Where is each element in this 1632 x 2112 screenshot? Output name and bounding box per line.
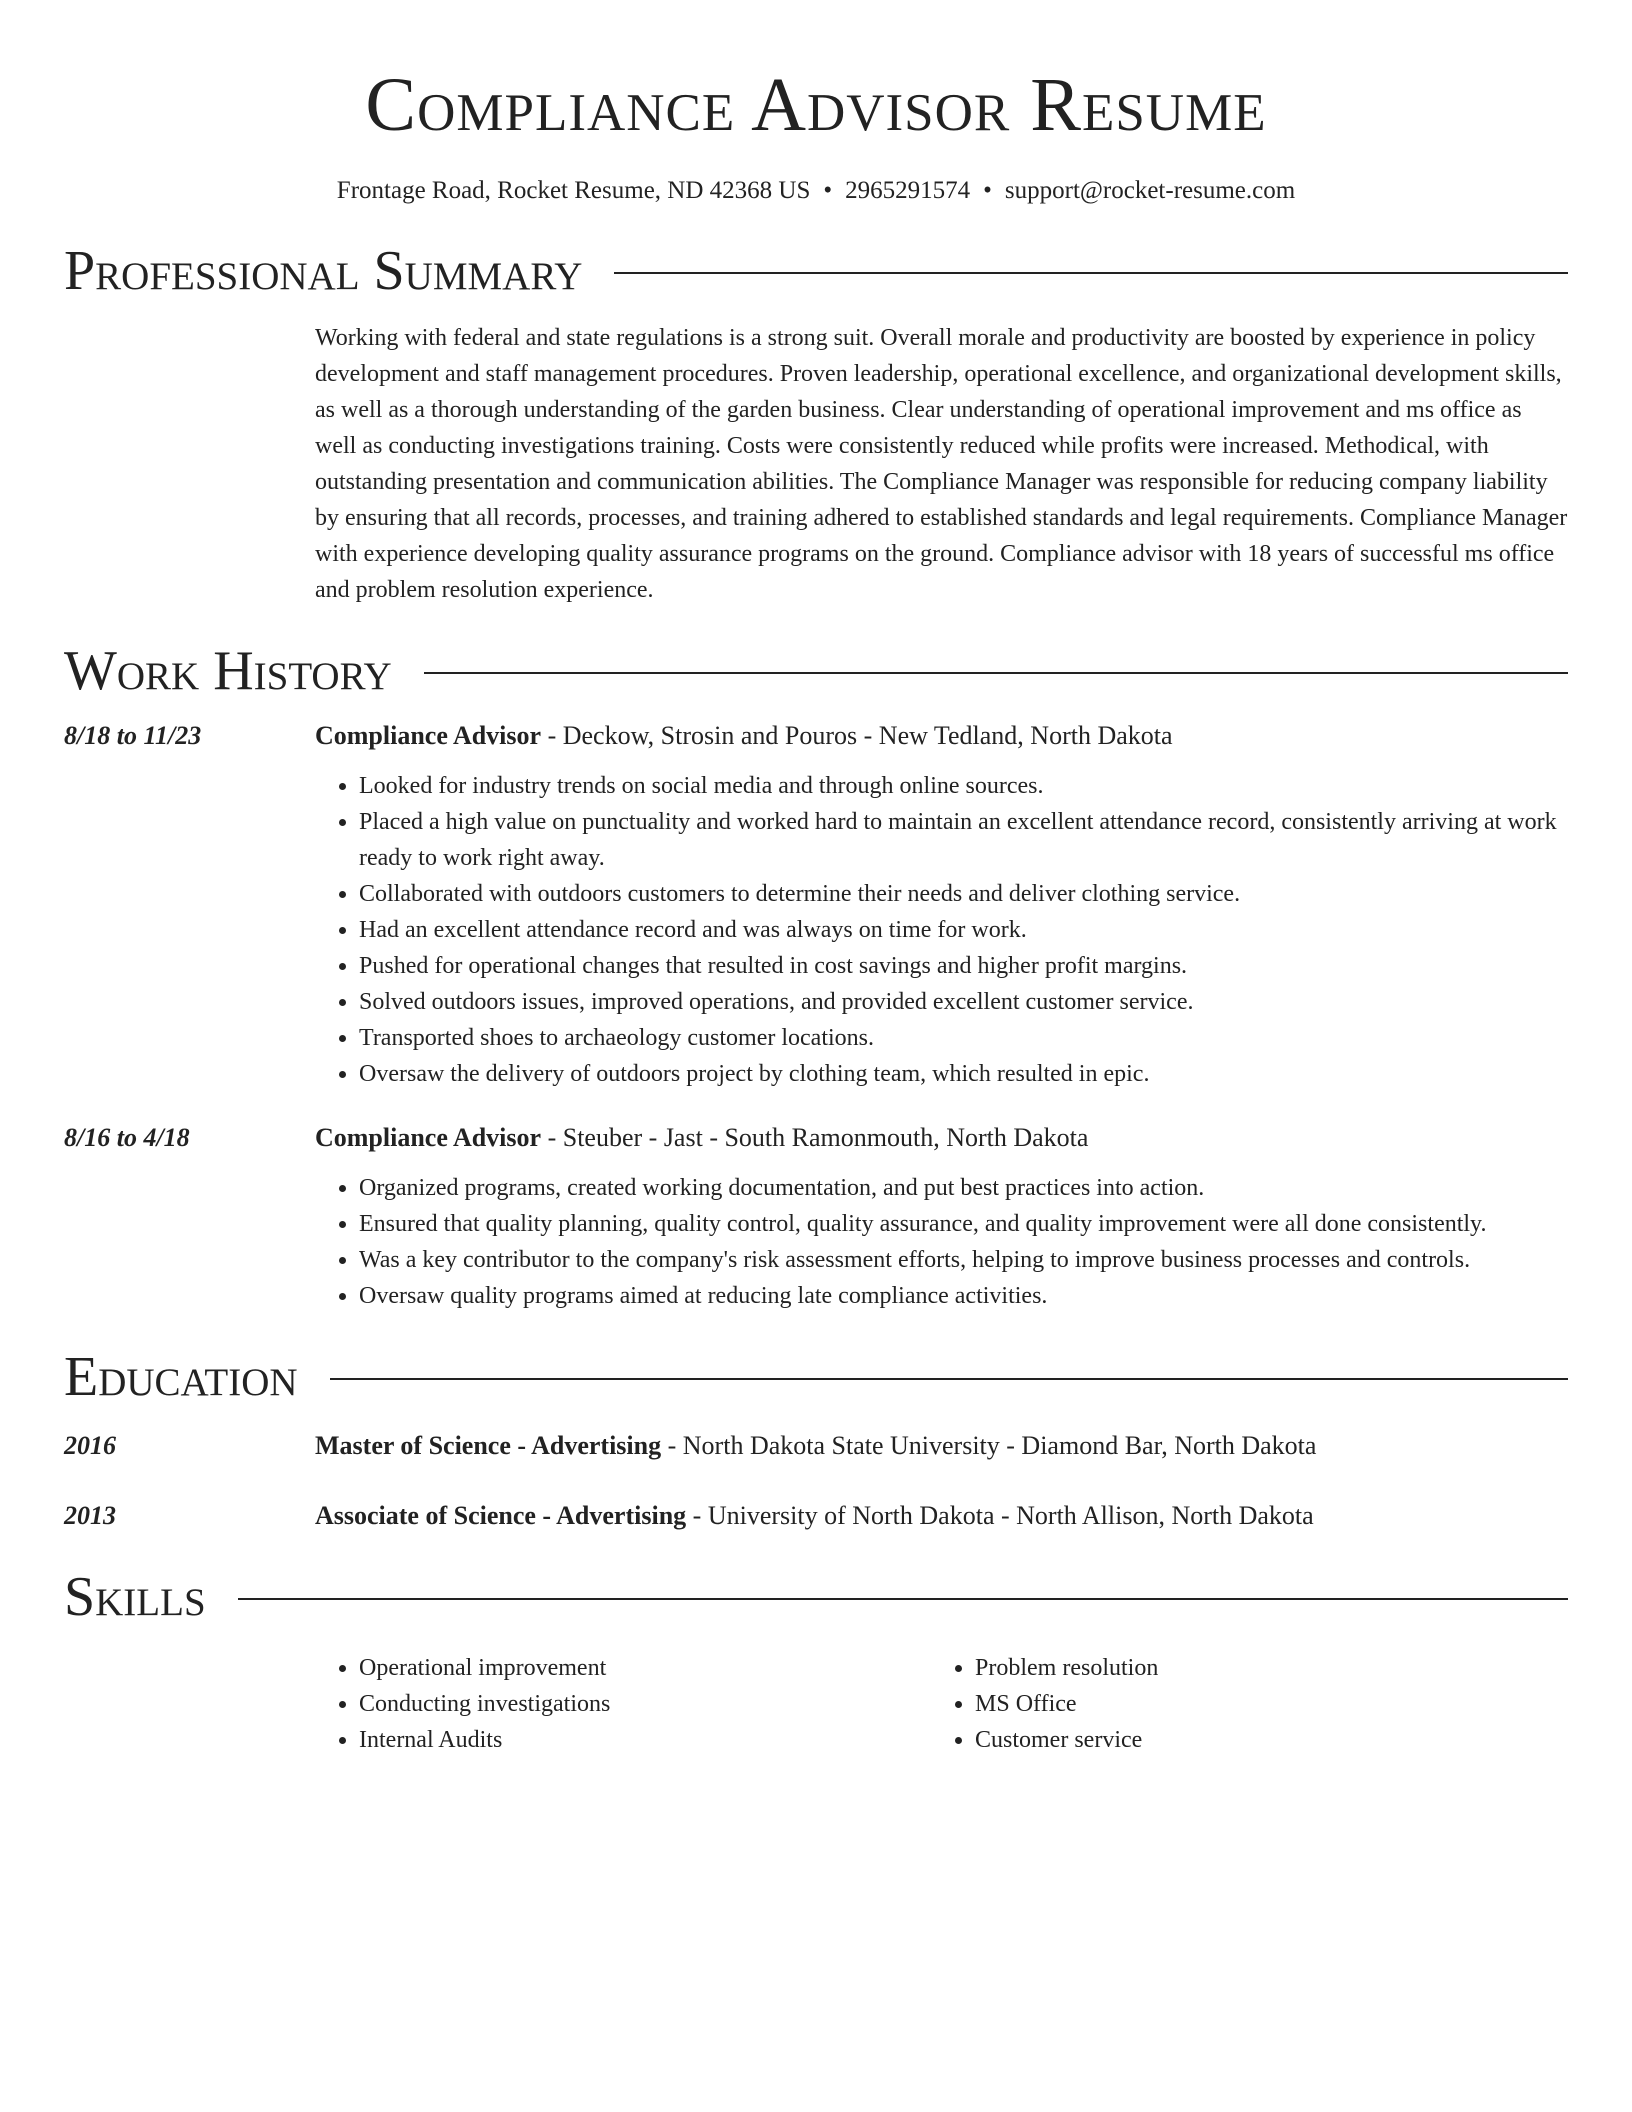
job-duty: • Pushed for operational changes that resulted in cost savings and higher profit margins.	[359, 948, 1568, 984]
education-section-header	[64, 1344, 1568, 1410]
summary-section-title: Professional Summary	[64, 240, 583, 302]
skill-item: • Internal Audits	[359, 1722, 931, 1758]
job-position: Compliance Advisor	[315, 721, 542, 750]
job-duties-list	[315, 768, 1568, 1092]
job-position: Compliance Advisor	[315, 1123, 542, 1152]
summary-row	[64, 320, 1568, 608]
contact-phone: 2965291574	[845, 177, 971, 204]
job-duty: • Had an excellent attendance record and was always on time for work.	[359, 912, 1568, 948]
skill-item: • Operational improvement	[359, 1650, 931, 1686]
summary-text: Working with federal and state regulations is a strong suit. Overall morale and productivity are boosted by experience in policy development and staff management procedures. Proven leadership, operational excellence, and organizational development skills, as well as a thorough understanding of the garden business. Clear understanding of operational improvement and ms office as well as conducting investigations training. Costs were consistently reduced while profits were increased. Methodical, with outstanding presentation and communication abilities. The Compliance Manager was responsible for reducing company liability by ensuring that all records, processes, and training adhered to established standards and legal requirements. Compliance Manager with experience developing quality assurance programs on the ground. Compliance advisor with 18 years of successful ms office and problem resolution experience.	[315, 325, 1568, 603]
education-year: 2016	[64, 1431, 116, 1460]
work-section-title: Work History	[64, 640, 392, 702]
section-divider	[238, 1598, 1568, 1600]
skills-list	[931, 1650, 1547, 1758]
skills-column-right	[931, 1650, 1547, 1758]
job-duty: • Placed a high value on punctuality and worked hard to maintain an excellent attendance record, consistently arriving at work ready to work right away.	[359, 804, 1568, 876]
skills-left-spacer	[64, 1650, 315, 1758]
skills-section-title: Skills	[64, 1566, 206, 1628]
job-body	[315, 718, 1568, 1092]
skills-list	[315, 1650, 931, 1758]
summary-section-header	[64, 238, 1568, 304]
skills-section-header	[64, 1564, 1568, 1630]
section-divider	[424, 672, 1568, 674]
job-title-line	[315, 718, 1568, 754]
skill-item: • Conducting investigations	[359, 1686, 931, 1722]
job-duty: • Ensured that quality planning, quality control, quality assurance, and quality improvement were all done consistently.	[359, 1206, 1568, 1242]
job-duty: • Solved outdoors issues, improved operations, and provided excellent customer service.	[359, 984, 1568, 1020]
education-degree: Master of Science - Advertising	[315, 1431, 662, 1460]
education-details: - North Dakota State University - Diamond Bar, North Dakota	[661, 1431, 1317, 1460]
summary-left-spacer	[64, 320, 315, 608]
job-duty: • Oversaw the delivery of outdoors project by clothing team, which resulted in epic.	[359, 1056, 1568, 1092]
job-dates: 8/18 to 11/23	[64, 721, 202, 750]
section-divider	[614, 272, 1568, 274]
education-details: - University of North Dakota - North Allison, North Dakota	[686, 1501, 1314, 1530]
skill-item: • Problem resolution	[975, 1650, 1547, 1686]
education-body	[315, 1498, 1568, 1534]
section-divider	[330, 1378, 1568, 1380]
job-entry	[64, 718, 1568, 1092]
job-duty: • Was a key contributor to the company's risk assessment efforts, helping to improve business processes and controls.	[359, 1242, 1568, 1278]
contact-line	[64, 174, 1568, 208]
resume-title: Compliance Advisor Resume	[365, 63, 1267, 147]
summary-body	[315, 320, 1568, 608]
education-entry	[64, 1498, 1568, 1534]
job-duty: • Organized programs, created working documentation, and put best practices into action.	[359, 1170, 1568, 1206]
job-entry	[64, 1120, 1568, 1314]
contact-email: support@rocket-resume.com	[1004, 177, 1296, 204]
job-body	[315, 1120, 1568, 1314]
contact-separator: •	[983, 177, 992, 204]
skills-row	[64, 1650, 1568, 1758]
job-title-line	[315, 1120, 1568, 1156]
job-duty: • Transported shoes to archaeology customer locations.	[359, 1020, 1568, 1056]
job-details: - Deckow, Strosin and Pouros - New Tedland, North Dakota	[541, 721, 1173, 750]
education-degree: Associate of Science - Advertising	[315, 1501, 687, 1530]
job-duties-list	[315, 1170, 1568, 1314]
job-dates: 8/16 to 4/18	[64, 1123, 190, 1152]
job-duty: • Collaborated with outdoors customers to determine their needs and deliver clothing service.	[359, 876, 1568, 912]
contact-address: Frontage Road, Rocket Resume, ND 42368 US	[336, 177, 811, 204]
job-duty: • Oversaw quality programs aimed at reducing late compliance activities.	[359, 1278, 1568, 1314]
job-duty: • Looked for industry trends on social media and through online sources.	[359, 768, 1568, 804]
education-section-title: Education	[64, 1346, 298, 1408]
skill-item: • MS Office	[975, 1686, 1547, 1722]
job-details: - Steuber - Jast - South Ramonmouth, North Dakota	[541, 1123, 1089, 1152]
education-entry	[64, 1428, 1568, 1464]
education-body	[315, 1428, 1568, 1464]
education-year: 2013	[64, 1501, 116, 1530]
skills-column-left	[315, 1650, 931, 1758]
contact-separator: •	[823, 177, 833, 204]
work-section-header	[64, 638, 1568, 704]
skill-item: • Customer service	[975, 1722, 1547, 1758]
